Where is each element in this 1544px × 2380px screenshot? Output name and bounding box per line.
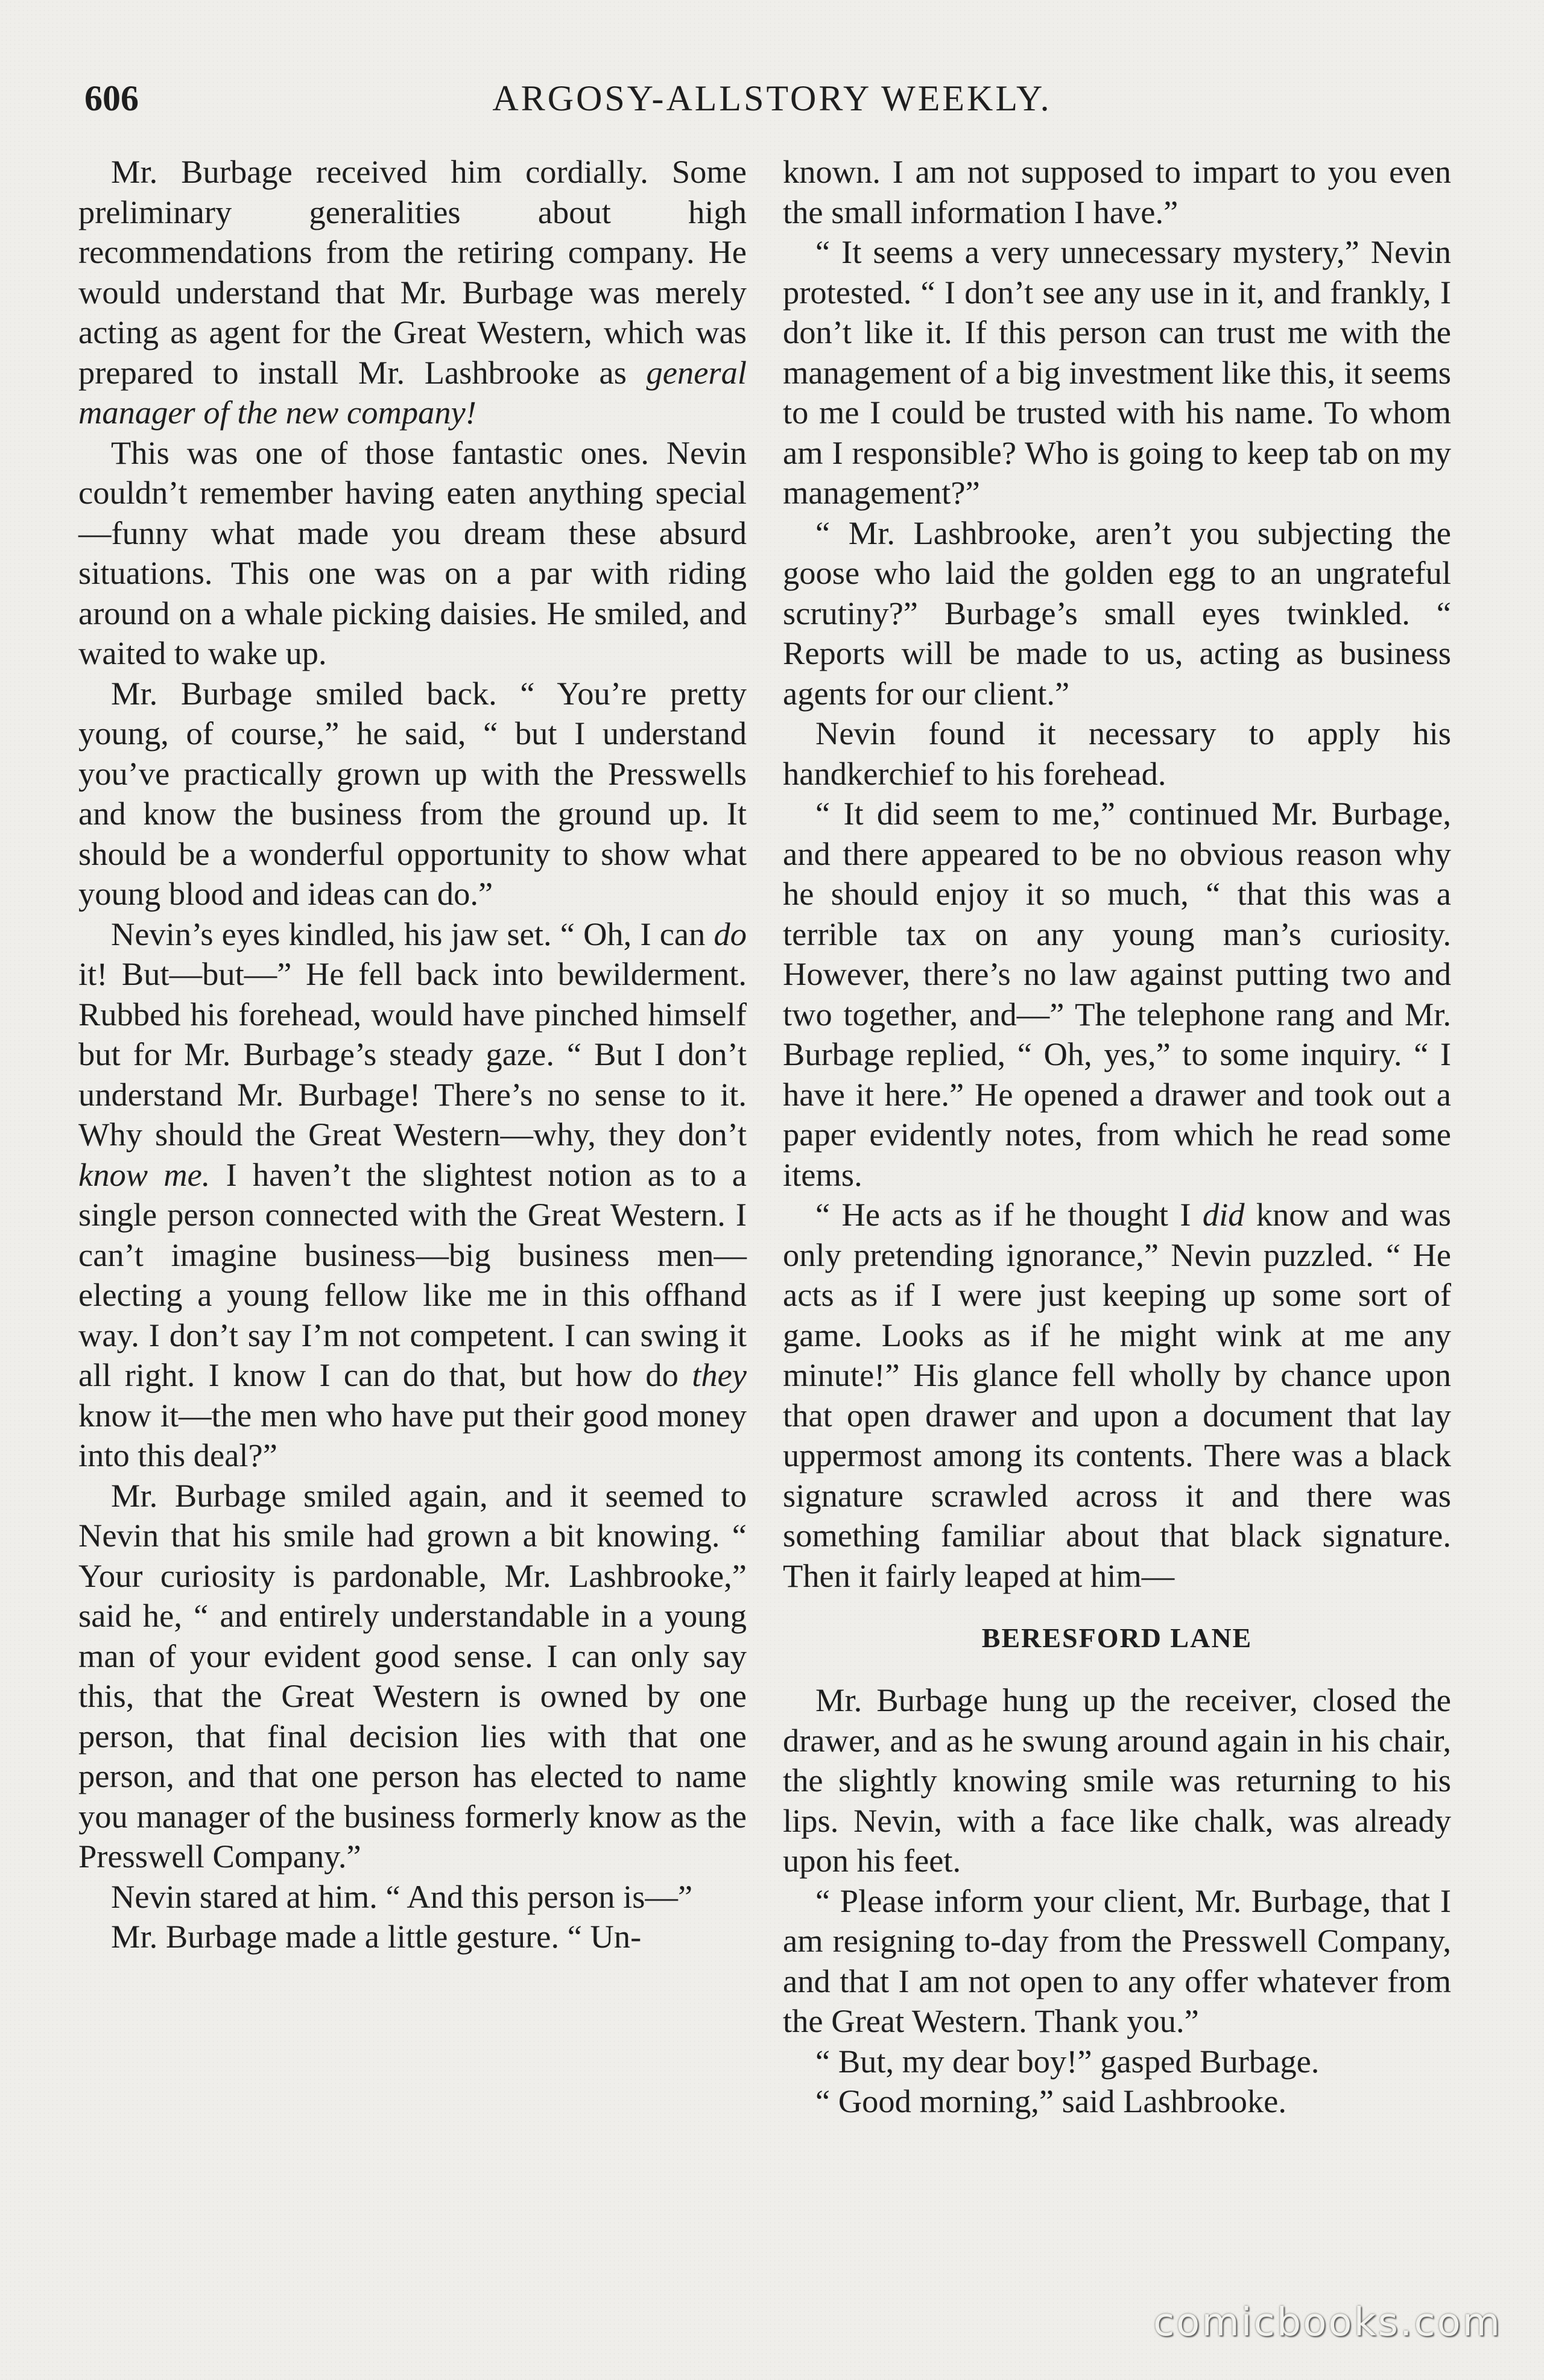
section-heading: BERESFORD LANE bbox=[981, 1622, 1253, 1653]
paragraph: Mr. Burbage hung up the receiver, closed the drawer, and as he swung around again in his chair, the slightly knowing smile was returning to his lips. Nevin, with a face like chalk, was already upon his feet. bbox=[783, 1682, 1451, 1879]
running-head: ARGOSY-ALLSTORY WEEKLY. bbox=[492, 78, 1052, 118]
paragraph: Mr. Burbage smiled again, and it seemed to Nevin that his smile had grown a bit knowing. “ Your curiosity is pardonable, Mr. Lashbrooke,” said he, “ and entirely understandable in a young man of your evident good sense. I can only say this, that the Great Western is owned by one person, that final decision lies with that one person, and that one person has elected to name you manager of the business formerly know as the Presswell Company.” bbox=[78, 1476, 747, 1875]
watermark: comicbooks.com bbox=[1153, 2300, 1502, 2345]
right-column bbox=[783, 152, 1451, 2122]
paragraph: known. I am not supposed to impart to you even the small information I have.” bbox=[783, 153, 1451, 230]
paragraph: Nevin stared at him. “ And this person is—” bbox=[111, 1878, 693, 1915]
paragraph: “ Good morning,” said Lashbrooke. bbox=[815, 2083, 1286, 2119]
paragraph: Nevin’s eyes kindled, his jaw set. “ Oh, I can do it! But—but—” He fell back into bewilderment. Rubbed his forehead, would have pinched himself but for Mr. Burbage’s steady gaze. “ But I don’t understand Mr. Burbage! There’s no sense to it. Why should the Great Western—why, they don’t know me. I haven’t the slightest notion as to a single person connected with the Great Western. I can’t imagine business—big business men—electing a young fellow like me in this offhand way. I don’t say I’m not competent. I can swing it all right. I know I can do that, but how do they know it—the men who have put their good money into this deal?” bbox=[78, 915, 747, 1473]
paragraph: “ It did seem to me,” continued Mr. Burbage, and there appeared to be no obvious reason why he should enjoy it so much, “ that this was a terrible tax on any young man’s curiosity. However, there’s no law against putting two and two together, and—” The telephone rang and Mr. Burbage replied, “ Oh, yes,” to some inquiry. “ I have it here.” He opened a drawer and took out a paper evidently notes, from which he read some items. bbox=[783, 795, 1451, 1193]
left-column bbox=[78, 152, 747, 1957]
page-number: 606 bbox=[84, 78, 139, 118]
paragraph: “ But, my dear boy!” gasped Burbage. bbox=[815, 2042, 1320, 2080]
paragraph: Nevin found it necessary to apply his handkerchief to his forehead. bbox=[783, 715, 1451, 792]
paragraph: Mr. Burbage smiled back. “ You’re pretty young, of course,” he said, “ but I understand you’ve practically grown up with the Presswells and know the business from the ground up. It should be a wonderful opportunity to show what young blood and ideas can do.” bbox=[78, 674, 747, 912]
paragraph: “ He acts as if he thought I did know and was only pretending ignorance,” Nevin puzzled. “ He acts as if I were just keeping up some sort of game. Looks as if he might wink at me any minute!” His glance fell wholly by chance upon that open drawer and upon a document that lay uppermost among its contents. There was a black signature scrawled across it and there was something familiar about that black signature. Then it fairly leaped at him— bbox=[783, 1196, 1451, 1594]
paragraph: Mr. Burbage received him cordially. Some preliminary generalities about high recommendations from the retiring company. He would understand that Mr. Burbage was merely acting as agent for the Great Western, which was prepared to install Mr. Lashbrooke as general manager of the new company! bbox=[78, 153, 747, 431]
paragraph: “ It seems a very unnecessary mystery,” Nevin protested. “ I don’t see any use in it, and frankly, I don’t like it. If this person can trust me with the management of a big investment like this, it seems to me I could be trusted with his name. To whom am I responsible? Who is going to keep tab on my management?” bbox=[783, 233, 1451, 511]
paragraph: “ Mr. Lashbrooke, aren’t you subjecting the goose who laid the golden egg to an ungrateful scrutiny?” Burbage’s small eyes twinkled. “ Reports will be made to us, acting as business agents for our client.” bbox=[783, 514, 1451, 712]
paragraph: “ Please inform your client, Mr. Burbage, that I am resigning to-day from the Presswell Company, and that I am not open to any offer whatever from the Great Western. Thank you.” bbox=[783, 1882, 1451, 2039]
paragraph: This was one of those fantastic ones. Nevin couldn’t remember having eaten anything special—funny what made you dream these absurd situations. This one was on a par with riding around on a whale picking daisies. He smiled, and waited to wake up. bbox=[78, 434, 747, 671]
page-header bbox=[0, 71, 1544, 125]
paragraph: Mr. Burbage made a little gesture. “ Un- bbox=[111, 1918, 642, 1955]
